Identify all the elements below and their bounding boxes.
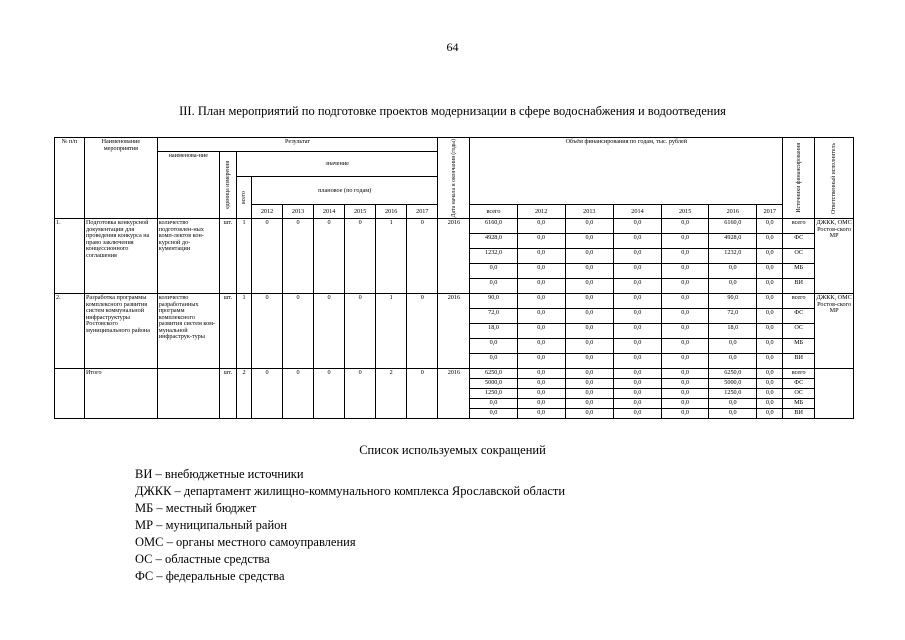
row-dates: 2016 [438, 219, 470, 294]
fin-year-value: 90,0 [709, 294, 757, 309]
row-year-value: 0 [407, 294, 438, 369]
fin-year-value: 0,0 [613, 379, 661, 389]
row-unit: шт. [219, 294, 236, 369]
row-year-value: 1 [376, 294, 407, 369]
header-fin-year: 2017 [757, 205, 783, 219]
header-value: значение [237, 152, 438, 177]
row-result-name [157, 369, 219, 419]
header-total-text: всего [240, 191, 247, 205]
row-year-value: 0 [345, 369, 376, 419]
fin-total: 72,0 [470, 309, 517, 324]
fin-year-value: 0,0 [709, 264, 757, 279]
row-year-value: 0 [251, 219, 282, 294]
fin-year-value: 0,0 [709, 399, 757, 409]
fin-year-value: 0,0 [565, 409, 613, 419]
fin-year-value: 0,0 [565, 354, 613, 369]
header-year: 2013 [283, 205, 314, 219]
row-year-value: 0 [283, 369, 314, 419]
fin-year-value: 0,0 [613, 294, 661, 309]
fin-year-value: 0,0 [757, 294, 783, 309]
fin-source: МБ [783, 339, 815, 354]
section-title: III. План мероприятий по подготовке проектов модернизации в сфере водоснабжения и водоотведения [179, 104, 726, 118]
header-fin-year: 2015 [662, 205, 709, 219]
fin-year-value: 0,0 [662, 324, 709, 339]
fin-year-value: 0,0 [757, 249, 783, 264]
row-executor: ДЖКК, ОМС Ростов-ского МР [815, 219, 854, 294]
row-year-value: 1 [376, 219, 407, 294]
abbreviations-title: Список используемых сокращений [359, 443, 546, 457]
fin-total: 4928,0 [470, 234, 517, 249]
fin-source: ВИ [783, 409, 815, 419]
abbreviation-item: МБ – местный бюджет [135, 501, 257, 515]
header-dates [438, 138, 470, 219]
fin-year-value: 0,0 [565, 264, 613, 279]
fin-year-value: 0,0 [517, 249, 565, 264]
header-executor [815, 138, 854, 219]
fin-year-value: 0,0 [757, 234, 783, 249]
fin-year-value: 0,0 [757, 279, 783, 294]
row-year-value: 0 [283, 294, 314, 369]
fin-total: 0,0 [470, 264, 517, 279]
fin-year-value: 0,0 [662, 339, 709, 354]
header-fin-year: 2012 [517, 205, 565, 219]
fin-year-value: 0,0 [565, 279, 613, 294]
row-year-value: 0 [407, 219, 438, 294]
row-year-value: 0 [345, 294, 376, 369]
fin-year-value: 0,0 [662, 294, 709, 309]
abbreviation-item: ОМС – органы местного самоуправления [135, 535, 356, 549]
fin-source: ФС [783, 234, 815, 249]
row-activity-name: Разработка программы комплексного развития систем коммунальной инфраструктуры Ростовского муниципального района [84, 294, 157, 369]
fin-year-value: 0,0 [517, 219, 565, 234]
fin-year-value: 0,0 [565, 379, 613, 389]
row-executor: ДЖКК, ОМС Ростов-ского МР [815, 294, 854, 369]
fin-year-value: 72,0 [709, 309, 757, 324]
fin-total: 6160,0 [470, 219, 517, 234]
header-fin-year: 2013 [565, 205, 613, 219]
fin-year-value: 0,0 [517, 389, 565, 399]
fin-year-value: 0,0 [613, 219, 661, 234]
fin-source: ФС [783, 309, 815, 324]
row-number: 2. [55, 294, 85, 369]
row-total: 2 [237, 369, 252, 419]
fin-total: 5000,0 [470, 379, 517, 389]
fin-year-value: 18,0 [709, 324, 757, 339]
fin-year-value: 0,0 [662, 354, 709, 369]
fin-year-value: 0,0 [613, 339, 661, 354]
abbreviations-list [135, 466, 565, 585]
fin-total: 90,0 [470, 294, 517, 309]
row-unit: шт. [219, 219, 236, 294]
fin-year-value: 0,0 [565, 219, 613, 234]
fin-year-value: 0,0 [757, 339, 783, 354]
fin-year-value: 0,0 [709, 279, 757, 294]
fin-year-value: 0,0 [757, 369, 783, 379]
row-year-value: 0 [251, 369, 282, 419]
fin-year-value: 0,0 [709, 409, 757, 419]
plan-table [54, 137, 854, 419]
row-number: 1. [55, 219, 85, 294]
header-unit [219, 152, 236, 219]
fin-source: ФС [783, 379, 815, 389]
header-fin-year: 2014 [613, 205, 661, 219]
row-dates: 2016 [438, 294, 470, 369]
fin-year-value: 0,0 [757, 379, 783, 389]
fin-year-value: 0,0 [613, 324, 661, 339]
row-result-name: количество подготовлен-ных комп-лектов кон-курсной до-кументации [157, 219, 219, 294]
header-planned: плановое (по годам) [251, 177, 437, 205]
abbreviation-item: ДЖКК – департамент жилищно-коммунального комплекса Ярославской области [135, 484, 566, 498]
fin-year-value: 0,0 [565, 234, 613, 249]
fin-total: 0,0 [470, 279, 517, 294]
fin-year-value: 0,0 [517, 279, 565, 294]
fin-year-value: 0,0 [565, 339, 613, 354]
row-unit: шт. [219, 369, 236, 419]
abbreviation-item: МР – муниципальный район [135, 518, 288, 532]
fin-year-value: 0,0 [613, 369, 661, 379]
fin-year-value: 0,0 [757, 264, 783, 279]
header-year: 2016 [376, 205, 407, 219]
fin-year-value: 6250,0 [709, 369, 757, 379]
header-num: № п/п [55, 138, 85, 219]
fin-year-value: 0,0 [517, 354, 565, 369]
table-row [55, 294, 854, 309]
row-year-value: 0 [251, 294, 282, 369]
abbreviation-item: ОС – областные средства [135, 552, 270, 566]
fin-year-value: 0,0 [613, 389, 661, 399]
row-year-value: 0 [314, 219, 345, 294]
header-funding: Объём финансирования по годам, тыс. рублей [470, 138, 783, 205]
row-total: 1 [237, 294, 252, 369]
row-activity-name: Подготовка конкурсной документации для проведения конкурса на право заключения концессионного соглашения [84, 219, 157, 294]
fin-source: ВИ [783, 354, 815, 369]
header-fin-year: 2016 [709, 205, 757, 219]
fin-year-value: 0,0 [517, 339, 565, 354]
fin-source: ОС [783, 249, 815, 264]
fin-year-value: 0,0 [517, 324, 565, 339]
header-dates-text: Дата начала и окончания (годы) [450, 139, 457, 218]
header-result: Результат [157, 138, 438, 152]
fin-source: ОС [783, 389, 815, 399]
header-year: 2015 [345, 205, 376, 219]
fin-year-value: 0,0 [517, 264, 565, 279]
fin-year-value: 0,0 [613, 264, 661, 279]
fin-total: 0,0 [470, 339, 517, 354]
fin-year-value: 0,0 [662, 369, 709, 379]
total-row [55, 369, 854, 379]
fin-year-value: 0,0 [757, 389, 783, 399]
fin-year-value: 0,0 [613, 234, 661, 249]
fin-year-value: 0,0 [757, 324, 783, 339]
fin-year-value: 0,0 [517, 369, 565, 379]
fin-total: 0,0 [470, 399, 517, 409]
fin-total: 1232,0 [470, 249, 517, 264]
fin-year-value: 0,0 [757, 409, 783, 419]
fin-year-value: 0,0 [565, 399, 613, 409]
fin-year-value: 6160,0 [709, 219, 757, 234]
fin-year-value: 0,0 [613, 279, 661, 294]
fin-year-value: 0,0 [565, 309, 613, 324]
header-result-name: наименова-ние [157, 152, 219, 219]
row-year-value: 0 [314, 369, 345, 419]
fin-year-value: 0,0 [517, 294, 565, 309]
fin-total: 6250,0 [470, 369, 517, 379]
header-fin-total: всего [470, 205, 517, 219]
fin-year-value: 0,0 [613, 409, 661, 419]
row-executor [815, 369, 854, 419]
page-number: 64 [446, 40, 459, 54]
header-year: 2017 [407, 205, 438, 219]
header-executor-text: Ответственный исполнитель [831, 142, 838, 214]
table-row [55, 219, 854, 234]
fin-year-value: 0,0 [662, 249, 709, 264]
fin-year-value: 0,0 [662, 309, 709, 324]
fin-year-value: 0,0 [517, 399, 565, 409]
row-total: 1 [237, 219, 252, 294]
fin-year-value: 0,0 [757, 219, 783, 234]
header-name: Наименование мероприятия [84, 138, 157, 219]
fin-year-value: 0,0 [757, 399, 783, 409]
fin-year-value: 0,0 [613, 309, 661, 324]
fin-year-value: 0,0 [662, 234, 709, 249]
fin-year-value: 0,0 [709, 354, 757, 369]
fin-year-value: 0,0 [565, 324, 613, 339]
fin-year-value: 0,0 [517, 379, 565, 389]
header-year: 2012 [251, 205, 282, 219]
fin-year-value: 0,0 [662, 389, 709, 399]
fin-source: ОС [783, 324, 815, 339]
abbreviation-item: ФС – федеральные средства [135, 569, 285, 583]
fin-source: всего [783, 369, 815, 379]
row-year-value: 0 [345, 219, 376, 294]
row-result-name: количество разработанных программ комплексного развития систем ком-мунальной инфраструк-туры [157, 294, 219, 369]
row-year-value: 0 [407, 369, 438, 419]
fin-year-value: 0,0 [662, 219, 709, 234]
row-year-value: 0 [283, 219, 314, 294]
header-total [237, 177, 252, 219]
fin-year-value: 0,0 [565, 294, 613, 309]
fin-year-value: 0,0 [662, 379, 709, 389]
header-source-text: Источники финансирования [795, 143, 802, 214]
fin-year-value: 0,0 [565, 389, 613, 399]
fin-year-value: 0,0 [613, 399, 661, 409]
fin-year-value: 1232,0 [709, 249, 757, 264]
row-year-value: 2 [376, 369, 407, 419]
row-activity-name: Итого [84, 369, 157, 419]
fin-year-value: 0,0 [517, 234, 565, 249]
fin-year-value: 0,0 [517, 409, 565, 419]
fin-year-value: 0,0 [517, 309, 565, 324]
fin-year-value: 0,0 [662, 399, 709, 409]
fin-source: МБ [783, 399, 815, 409]
fin-year-value: 0,0 [613, 354, 661, 369]
fin-year-value: 0,0 [662, 264, 709, 279]
fin-total: 0,0 [470, 409, 517, 419]
fin-total: 0,0 [470, 354, 517, 369]
fin-year-value: 0,0 [565, 249, 613, 264]
fin-source: ВИ [783, 279, 815, 294]
fin-year-value: 0,0 [662, 279, 709, 294]
abbreviation-item: ВИ – внебюджетные источники [135, 467, 304, 481]
fin-year-value: 0,0 [613, 249, 661, 264]
fin-year-value: 0,0 [757, 309, 783, 324]
row-year-value: 0 [314, 294, 345, 369]
header-year: 2014 [314, 205, 345, 219]
fin-source: всего [783, 294, 815, 309]
fin-total: 18,0 [470, 324, 517, 339]
fin-year-value: 5000,0 [709, 379, 757, 389]
fin-source: всего [783, 219, 815, 234]
fin-year-value: 0,0 [662, 409, 709, 419]
fin-year-value: 0,0 [565, 369, 613, 379]
fin-year-value: 0,0 [709, 339, 757, 354]
fin-year-value: 4928,0 [709, 234, 757, 249]
header-unit-text: единица измерения [224, 161, 231, 210]
header-source [783, 138, 815, 219]
fin-year-value: 1250,0 [709, 389, 757, 399]
fin-total: 1250,0 [470, 389, 517, 399]
row-number [55, 369, 85, 419]
fin-source: МБ [783, 264, 815, 279]
fin-year-value: 0,0 [757, 354, 783, 369]
row-dates: 2016 [438, 369, 470, 419]
